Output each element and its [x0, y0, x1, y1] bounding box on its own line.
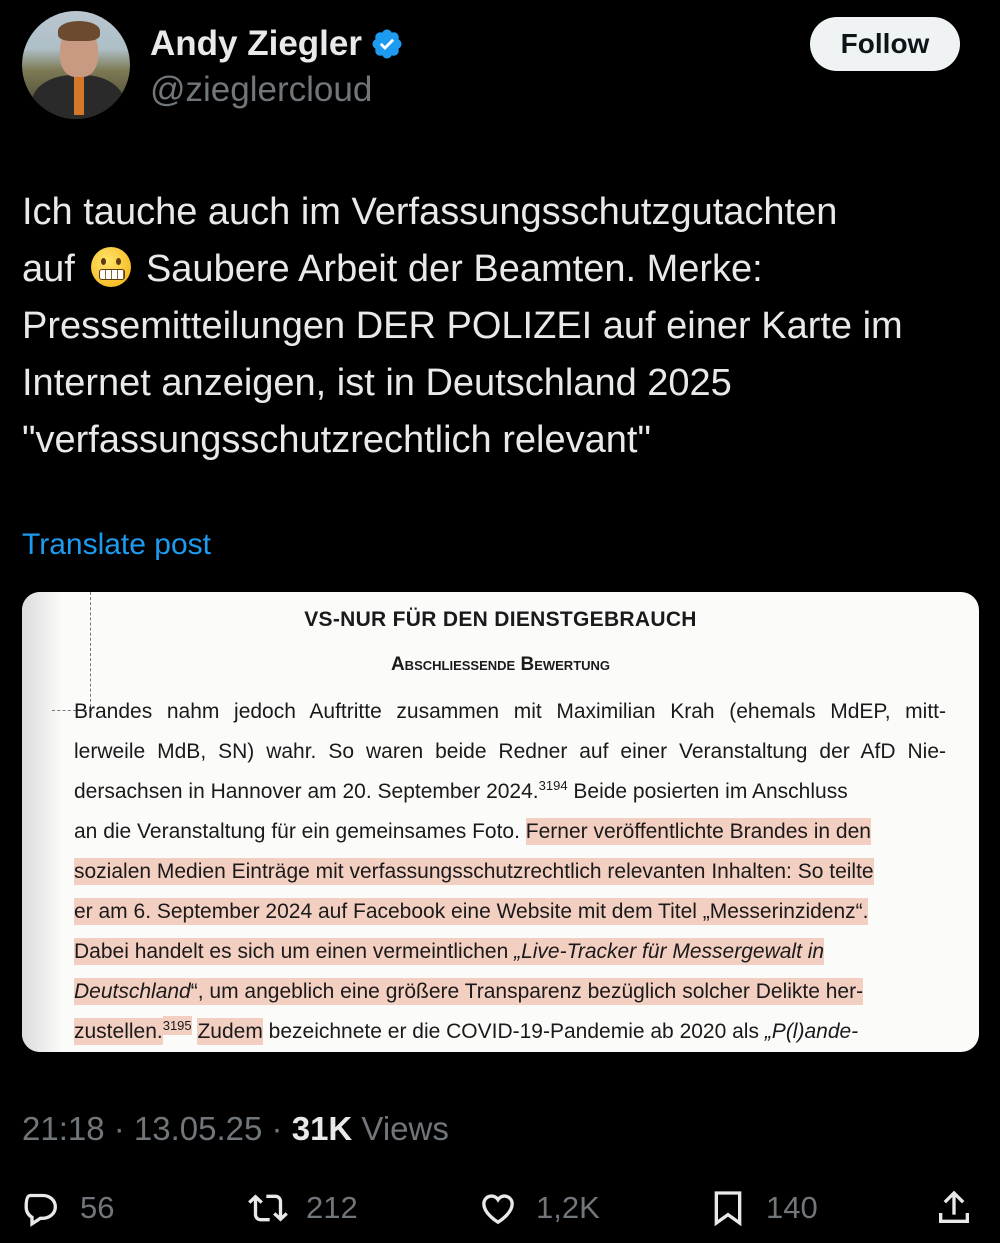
doc-section-heading: Abschließende Bewertung — [390, 654, 611, 675]
doc-line: Brandes nahm jedoch Auftritte zusammen mit Maximilian Krah (ehemals MdEP, mitt- — [74, 700, 946, 723]
doc-classification-title: VS-NUR FÜR DEN DIENSTGEBRAUCH — [304, 608, 697, 631]
doc-text: Beide posierten im Anschluss — [567, 780, 848, 803]
post-line-5: "verfassungsschutzrechtlich relevant" — [22, 419, 651, 461]
like-button[interactable] — [478, 1188, 600, 1228]
post-line-2 — [22, 241, 982, 298]
meta-separator: · — [262, 1110, 292, 1147]
doc-text: „P(l)ande- — [764, 1020, 859, 1043]
doc-text: bezeichnete er die COVID-19-Pandemie ab 2020 als — [262, 1020, 765, 1043]
views-label: Views — [352, 1110, 449, 1147]
share-icon — [934, 1188, 974, 1228]
author-name[interactable]: Andy Ziegler — [150, 24, 362, 63]
doc-highlighted-text: er am 6. September 2024 auf Facebook eine Website mit dem Titel „Messerinzidenz“. — [74, 900, 869, 923]
footnote-ref: 3195 — [162, 1018, 192, 1033]
share-button[interactable] — [934, 1188, 974, 1228]
follow-button[interactable]: Follow — [810, 17, 960, 71]
doc-highlighted-text: zustellen. — [74, 1020, 163, 1043]
like-count: 1,2K — [536, 1190, 600, 1225]
footnote-ref: 3194 — [538, 778, 568, 793]
doc-highlighted-text: “, um angeblich eine größere Transparenz bezüglich solcher Delikte her- — [190, 980, 864, 1003]
doc-text: dersachsen in Hannover am 20. September 2024. — [74, 780, 539, 803]
doc-highlighted-text: Deutschland — [74, 980, 191, 1003]
reply-count: 56 — [80, 1190, 115, 1225]
doc-highlighted-text: Ferner veröffentlichte Brandes in den — [525, 820, 871, 843]
meta-separator: · — [104, 1110, 134, 1147]
post-date[interactable]: 13.05.25 — [133, 1110, 263, 1147]
author-name-row[interactable] — [150, 22, 404, 66]
doc-highlighted-text: sozialen Medien Einträge mit verfassungsschutzrechtlich relevanten Inhalten: So teilte — [74, 860, 874, 883]
heart-icon — [478, 1188, 518, 1228]
post-line-1: Ich tauche auch im Verfassungsschutzgutachten — [22, 191, 838, 233]
doc-highlighted-text: „Live-Tracker für Messergewalt in — [514, 940, 825, 963]
bookmark-count: 140 — [766, 1190, 818, 1225]
attached-document-image[interactable] — [22, 592, 979, 1052]
repost-icon — [248, 1188, 288, 1228]
author-handle[interactable]: @zieglercloud — [150, 70, 373, 109]
doc-highlighted-text: Dabei handelt es sich um einen vermeintlichen — [74, 940, 515, 963]
post-line-4: Internet anzeigen, ist in Deutschland 2025 — [22, 362, 732, 404]
doc-line — [74, 892, 946, 932]
avatar[interactable] — [22, 11, 130, 119]
post-line-2-prefix: auf — [22, 248, 75, 290]
post-line-2-text: Saubere Arbeit der Beamten. Merke: — [145, 248, 763, 290]
translate-post-link[interactable]: Translate post — [22, 528, 211, 561]
bookmark-icon — [708, 1188, 748, 1228]
doc-line: lerweile MdB, SN) wahr. So waren beide Redner auf einer Veranstaltung der AfD Nie- — [74, 740, 946, 763]
repost-count: 212 — [306, 1190, 358, 1225]
post-meta — [22, 1110, 449, 1148]
doc-line — [74, 772, 946, 812]
bookmark-button[interactable] — [708, 1188, 818, 1228]
views-count: 31K — [291, 1110, 353, 1147]
post-line-3: Pressemitteilungen DER POLIZEI auf einer Karte im — [22, 305, 903, 347]
post-text — [22, 184, 982, 469]
doc-line — [74, 812, 946, 852]
doc-body — [74, 692, 946, 1052]
reply-icon — [22, 1188, 62, 1228]
reply-button[interactable] — [22, 1188, 114, 1228]
avatar-collar — [74, 75, 84, 115]
repost-button[interactable] — [248, 1188, 358, 1228]
verified-badge-icon — [370, 27, 404, 61]
doc-line — [74, 1012, 946, 1052]
doc-text: an die Veranstaltung für ein gemeinsames Foto. — [74, 820, 526, 843]
doc-line — [74, 932, 946, 972]
doc-highlighted-text: Zudem — [197, 1020, 263, 1043]
doc-line — [74, 852, 946, 892]
post-time[interactable]: 21:18 — [22, 1110, 105, 1147]
action-bar — [0, 1180, 1000, 1240]
avatar-hair — [58, 21, 100, 41]
doc-line — [74, 972, 946, 1012]
grimacing-face-emoji-icon — [91, 247, 131, 287]
